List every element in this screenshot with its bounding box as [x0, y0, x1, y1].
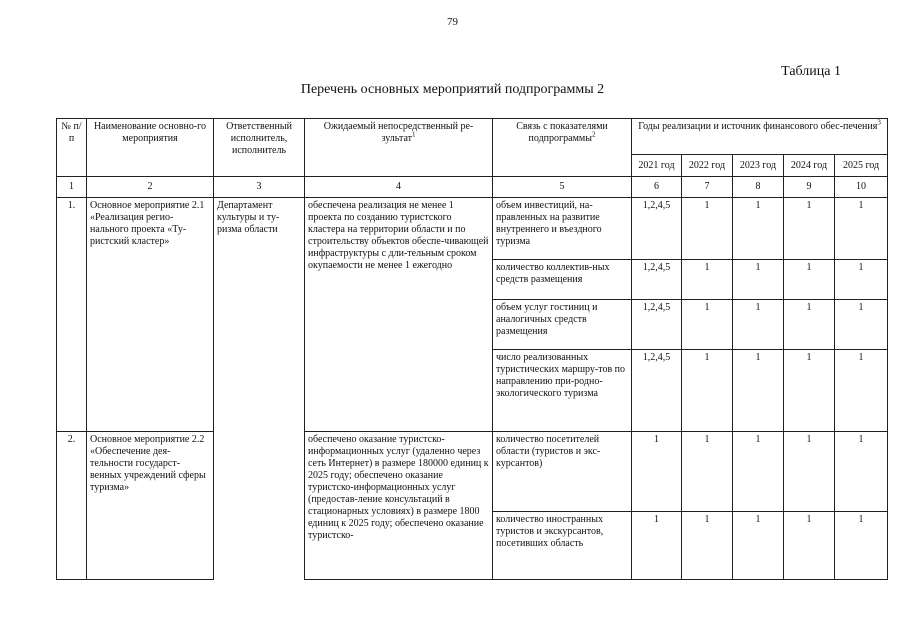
year-value: 1,2,4,5: [632, 350, 682, 432]
indicator-text: количество коллектив-ных средств размещения: [493, 260, 632, 300]
year-value: 1: [632, 432, 682, 512]
year-value: 1: [835, 432, 888, 512]
table-label: Таблица 1: [781, 64, 841, 79]
year-value: 1,2,4,5: [632, 300, 682, 350]
header-indicators: [493, 119, 632, 177]
page-number: 79: [447, 16, 458, 28]
year-value: 1,2,4,5: [632, 198, 682, 260]
column-number: 7: [682, 177, 733, 198]
row-num: 1.: [57, 198, 87, 432]
year-value: 1: [733, 260, 784, 300]
year-value: 1: [682, 198, 733, 260]
header-num: № п/п: [57, 119, 87, 177]
measures-table: [56, 118, 888, 580]
year-value: 1: [682, 512, 733, 580]
year-value: 1: [784, 260, 835, 300]
year-value: 1: [632, 512, 682, 580]
column-number: 4: [305, 177, 493, 198]
year-value: 1: [784, 512, 835, 580]
executor-cell: Департамент культуры и ту-ризма области: [214, 198, 305, 432]
year-value: 1: [835, 300, 888, 350]
year-value: 1: [784, 432, 835, 512]
year-value: 1: [682, 350, 733, 432]
year-value: 1: [682, 432, 733, 512]
column-number: 2: [87, 177, 214, 198]
indicator-text: объем инвестиций, на-правленных на развитие внутреннего и въездного туризма: [493, 198, 632, 260]
page-title: Перечень основных мероприятий подпрограммы 2: [300, 82, 605, 97]
header-years-text: Годы реализации и источник финансового обес-печения: [638, 121, 878, 132]
column-number: 9: [784, 177, 835, 198]
indicator-text: объем услуг гостиниц и аналогичных средств размещения: [493, 300, 632, 350]
header-indicators-footnote: 2: [591, 130, 596, 139]
year-value: 1: [835, 350, 888, 432]
header-years-footnote: 3: [877, 118, 881, 127]
year-value: 1: [733, 300, 784, 350]
column-number-row: [57, 177, 888, 198]
header-year-2025: 2025 год: [835, 155, 888, 177]
header-name: Наименование основно-го мероприятия: [87, 119, 214, 177]
indicator-text: число реализованных туристических маршру-тов по направлению при-родно-экологического туризма: [493, 350, 632, 432]
column-number: 1: [57, 177, 87, 198]
executor-cell-continued: [214, 432, 305, 580]
year-value: 1: [733, 198, 784, 260]
year-value: 1: [835, 198, 888, 260]
table-row: [57, 432, 888, 512]
year-value: 1: [733, 432, 784, 512]
header-result-footnote: 1: [412, 130, 416, 139]
expected-result: обеспечена реализация не менее 1 проекта по созданию туристского кластера на территории области и по строительству объектов обеспе-чивающей инфраструктуры с дли-тельным сроком окупаемости не менее 1 ежегодно: [305, 198, 493, 432]
year-value: 1: [784, 198, 835, 260]
table-row: [57, 198, 888, 260]
column-number: 5: [493, 177, 632, 198]
measure-name: Основное мероприятие 2.2 «Обеспечение дея-тельности государст-венных учреждений сферы туризма»: [87, 432, 214, 580]
year-value: 1: [835, 512, 888, 580]
column-number: 10: [835, 177, 888, 198]
header-result-text: Ожидаемый непосредственный ре-зультат: [323, 121, 474, 144]
year-value: 1: [784, 300, 835, 350]
header-years-group: [632, 119, 888, 155]
year-value: 1: [784, 350, 835, 432]
year-value: 1: [733, 350, 784, 432]
year-value: 1: [835, 260, 888, 300]
column-number: 3: [214, 177, 305, 198]
expected-result: обеспечено оказание туристско-информационных услуг (удаленно через сеть Интернет) в размере 180000 единиц к 2025 году; обеспечено оказание туристско-информационных услуг (предостав-ление консультаций в стационарных условиях) в размере 1800 единиц к 2025 году; обеспечено оказание туристско-: [305, 432, 493, 580]
header-result: [305, 119, 493, 177]
year-value: 1: [682, 300, 733, 350]
column-number: 6: [632, 177, 682, 198]
header-year-2024: 2024 год: [784, 155, 835, 177]
year-value: 1: [682, 260, 733, 300]
year-value: 1: [733, 512, 784, 580]
indicator-text: количество посетителей области (туристов и экс-курсантов): [493, 432, 632, 512]
header-year-2023: 2023 год: [733, 155, 784, 177]
column-number: 8: [733, 177, 784, 198]
header-year-2022: 2022 год: [682, 155, 733, 177]
indicator-text: количество иностранных туристов и экскурсантов, посетивших область: [493, 512, 632, 580]
header-indicators-text: Связь с показателями подпрограммы: [516, 121, 608, 144]
header-executor: Ответственный исполнитель, исполнитель: [214, 119, 305, 177]
header-year-2021: 2021 год: [632, 155, 682, 177]
measure-name: Основное мероприятие 2.1 «Реализация регио-нального проекта «Ту-ристский кластер»: [87, 198, 214, 432]
year-value: 1,2,4,5: [632, 260, 682, 300]
row-num: 2.: [57, 432, 87, 580]
